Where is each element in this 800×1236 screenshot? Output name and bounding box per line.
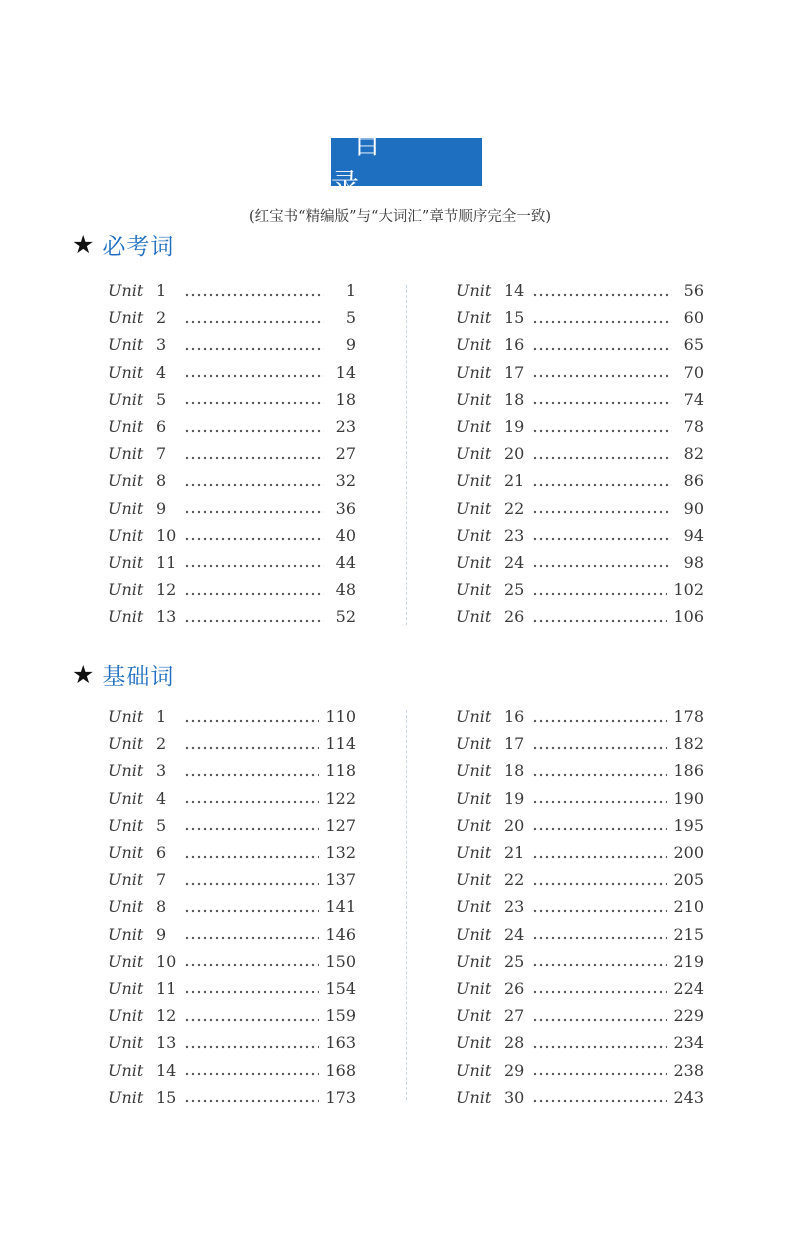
page-number: 90 — [683, 498, 704, 518]
unit-label: Unit — [108, 1087, 144, 1107]
unit-number: 26 — [504, 607, 525, 627]
unit-number: 20 — [504, 444, 525, 464]
unit-number: 13 — [156, 607, 177, 627]
dot-leader — [184, 926, 319, 942]
unit-label: Unit — [108, 1060, 144, 1080]
page-number: 44 — [335, 552, 356, 572]
toc-entry[interactable] — [456, 386, 704, 413]
section-heading-label: 基础词 — [102, 664, 175, 690]
unit-label: Unit — [108, 335, 144, 355]
dot-leader — [184, 364, 324, 380]
unit-number: 12 — [156, 580, 177, 600]
page-number: 36 — [335, 498, 356, 518]
dot-leader — [532, 980, 667, 996]
unit-number: 4 — [156, 788, 167, 808]
page-number: 154 — [325, 978, 356, 998]
unit-label: Unit — [456, 1087, 492, 1107]
toc-entry[interactable] — [456, 1029, 704, 1056]
toc-entry[interactable] — [108, 703, 356, 730]
dot-leader — [184, 1035, 319, 1051]
toc-entry[interactable] — [108, 386, 356, 413]
unit-number: 18 — [504, 389, 525, 409]
page-number: 18 — [335, 389, 356, 409]
unit-number: 6 — [156, 417, 167, 437]
dot-leader — [532, 845, 667, 861]
dot-leader — [532, 899, 667, 915]
page-number: 163 — [325, 1033, 356, 1053]
dot-leader — [532, 446, 672, 462]
unit-number: 2 — [156, 308, 167, 328]
toc-entry[interactable] — [108, 757, 356, 784]
page-number: 27 — [335, 444, 356, 464]
unit-label: Unit — [108, 1033, 144, 1053]
toc-entry[interactable] — [456, 757, 704, 784]
dot-leader — [184, 763, 319, 779]
dot-leader — [532, 310, 672, 326]
toc-entry[interactable] — [108, 467, 356, 494]
dot-leader — [532, 554, 672, 570]
unit-label: Unit — [456, 607, 492, 627]
toc-entry[interactable] — [456, 1084, 704, 1111]
toc-entry[interactable] — [108, 839, 356, 866]
page-number: 74 — [683, 389, 704, 409]
unit-label: Unit — [108, 580, 144, 600]
unit-label: Unit — [456, 1033, 492, 1053]
unit-label: Unit — [456, 308, 492, 328]
unit-label: Unit — [108, 815, 144, 835]
toc-entry[interactable] — [108, 921, 356, 948]
unit-label: Unit — [456, 843, 492, 863]
dot-leader — [184, 1089, 319, 1105]
page-number: 200 — [673, 843, 704, 863]
toc-entry[interactable] — [456, 1056, 704, 1083]
dot-leader — [184, 446, 324, 462]
toc-entry[interactable] — [108, 413, 356, 440]
unit-label: Unit — [108, 978, 144, 998]
page-number: 210 — [673, 897, 704, 917]
toc-entry[interactable] — [108, 576, 356, 603]
unit-label: Unit — [108, 734, 144, 754]
dot-leader — [184, 337, 324, 353]
page-number: 182 — [673, 734, 704, 754]
dot-leader — [532, 872, 667, 888]
dot-leader — [184, 1008, 319, 1024]
dot-leader — [184, 790, 319, 806]
unit-label: Unit — [108, 525, 144, 545]
unit-number: 29 — [504, 1060, 525, 1080]
dot-leader — [184, 899, 319, 915]
toc-entry[interactable] — [108, 785, 356, 812]
page-number: 127 — [325, 815, 356, 835]
dot-leader — [184, 283, 324, 299]
dot-leader — [532, 763, 667, 779]
page-number: 205 — [673, 870, 704, 890]
unit-label: Unit — [456, 335, 492, 355]
unit-number: 5 — [156, 815, 167, 835]
dot-leader — [532, 1089, 667, 1105]
unit-label: Unit — [108, 281, 144, 301]
unit-number: 2 — [156, 734, 167, 754]
unit-label: Unit — [108, 444, 144, 464]
page-number: 86 — [683, 471, 704, 491]
dot-leader — [532, 337, 672, 353]
unit-number: 16 — [504, 707, 525, 727]
unit-label: Unit — [456, 444, 492, 464]
unit-number: 12 — [156, 1006, 177, 1026]
dot-leader — [184, 845, 319, 861]
dot-leader — [532, 1035, 667, 1051]
unit-number: 7 — [156, 870, 167, 890]
dot-leader — [532, 790, 667, 806]
unit-label: Unit — [108, 498, 144, 518]
unit-number: 15 — [504, 308, 525, 328]
page-number: 168 — [325, 1060, 356, 1080]
dot-leader — [532, 953, 667, 969]
page-number: 9 — [345, 335, 356, 355]
page-number: 52 — [335, 607, 356, 627]
toc-entry[interactable] — [456, 730, 704, 757]
unit-number: 21 — [504, 471, 525, 491]
dot-leader — [184, 582, 324, 598]
page-number: 102 — [673, 580, 704, 600]
dot-leader — [532, 473, 672, 489]
toc-entry[interactable] — [456, 703, 704, 730]
page-number: 14 — [335, 362, 356, 382]
dot-leader — [532, 926, 667, 942]
unit-label: Unit — [108, 897, 144, 917]
page-number: 215 — [673, 924, 704, 944]
unit-label: Unit — [456, 389, 492, 409]
page-number: 186 — [673, 761, 704, 781]
page-number: 40 — [335, 525, 356, 545]
dot-leader — [184, 609, 324, 625]
unit-label: Unit — [108, 707, 144, 727]
unit-number: 5 — [156, 389, 167, 409]
unit-number: 15 — [156, 1087, 177, 1107]
page-number: 224 — [673, 978, 704, 998]
unit-number: 22 — [504, 498, 525, 518]
toc-entry[interactable] — [456, 576, 704, 603]
unit-label: Unit — [456, 761, 492, 781]
toc-entry[interactable] — [456, 839, 704, 866]
toc-entry[interactable] — [456, 948, 704, 975]
toc-entry[interactable] — [108, 812, 356, 839]
unit-number: 26 — [504, 978, 525, 998]
unit-number: 25 — [504, 951, 525, 971]
dot-leader — [532, 391, 672, 407]
unit-number: 30 — [504, 1087, 525, 1107]
page-number: 243 — [673, 1087, 704, 1107]
toc-entry[interactable] — [108, 1084, 356, 1111]
star-icon: ★ — [72, 230, 95, 259]
unit-number: 13 — [156, 1033, 177, 1053]
unit-number: 8 — [156, 897, 167, 917]
toc-entry[interactable] — [108, 948, 356, 975]
page-number: 229 — [673, 1006, 704, 1026]
toc-entry[interactable] — [108, 1029, 356, 1056]
toc-entry[interactable] — [456, 921, 704, 948]
unit-number: 28 — [504, 1033, 525, 1053]
unit-label: Unit — [456, 951, 492, 971]
unit-label: Unit — [456, 1006, 492, 1026]
toc-column-right — [456, 703, 704, 1111]
page-number: 98 — [683, 552, 704, 572]
toc-entry[interactable] — [108, 1002, 356, 1029]
toc-entry[interactable] — [456, 603, 704, 630]
unit-number: 10 — [156, 525, 177, 545]
section-heading-jichuci — [72, 658, 174, 691]
unit-label: Unit — [108, 924, 144, 944]
toc-entry[interactable] — [108, 359, 356, 386]
unit-number: 10 — [156, 951, 177, 971]
toc-entry[interactable] — [456, 359, 704, 386]
page-number: 137 — [325, 870, 356, 890]
unit-label: Unit — [456, 978, 492, 998]
dot-leader — [184, 500, 324, 516]
dot-leader — [184, 709, 319, 725]
column-divider — [406, 285, 407, 625]
page-number: 82 — [683, 444, 704, 464]
unit-number: 9 — [156, 498, 167, 518]
dot-leader — [184, 391, 324, 407]
unit-label: Unit — [108, 870, 144, 890]
page-number: 65 — [683, 335, 704, 355]
unit-number: 16 — [504, 335, 525, 355]
unit-label: Unit — [108, 951, 144, 971]
dot-leader — [184, 527, 324, 543]
page-title: 目 录 — [331, 138, 482, 186]
unit-number: 18 — [504, 761, 525, 781]
unit-number: 22 — [504, 870, 525, 890]
page-number: 132 — [325, 843, 356, 863]
page-number: 106 — [673, 607, 704, 627]
toc-entry[interactable] — [456, 812, 704, 839]
page-number: 1 — [345, 281, 356, 301]
dot-leader — [184, 473, 324, 489]
unit-label: Unit — [456, 417, 492, 437]
unit-label: Unit — [456, 788, 492, 808]
unit-label: Unit — [456, 707, 492, 727]
page-number: 150 — [325, 951, 356, 971]
dot-leader — [532, 582, 667, 598]
toc-entry[interactable] — [456, 522, 704, 549]
page-number: 94 — [683, 525, 704, 545]
dot-leader — [532, 736, 667, 752]
unit-number: 1 — [156, 707, 167, 727]
toc-entry[interactable] — [456, 549, 704, 576]
unit-number: 27 — [504, 1006, 525, 1026]
unit-number: 24 — [504, 552, 525, 572]
unit-label: Unit — [456, 525, 492, 545]
unit-label: Unit — [108, 389, 144, 409]
page-number: 122 — [325, 788, 356, 808]
unit-number: 3 — [156, 335, 167, 355]
dot-leader — [532, 1008, 667, 1024]
dot-leader — [532, 419, 672, 435]
unit-number: 9 — [156, 924, 167, 944]
unit-number: 7 — [156, 444, 167, 464]
toc-entry[interactable] — [456, 304, 704, 331]
dot-leader — [532, 364, 672, 380]
toc-entry[interactable] — [108, 730, 356, 757]
unit-label: Unit — [108, 552, 144, 572]
dot-leader — [532, 709, 667, 725]
toc-entry[interactable] — [456, 975, 704, 1002]
unit-label: Unit — [108, 308, 144, 328]
page-number: 56 — [683, 281, 704, 301]
toc-entry[interactable] — [456, 277, 704, 304]
page-number: 48 — [335, 580, 356, 600]
unit-label: Unit — [456, 1060, 492, 1080]
unit-number: 20 — [504, 815, 525, 835]
toc-entry[interactable] — [456, 440, 704, 467]
page-number: 238 — [673, 1060, 704, 1080]
unit-number: 17 — [504, 734, 525, 754]
toc-entry[interactable] — [108, 495, 356, 522]
unit-label: Unit — [456, 870, 492, 890]
toc-entry[interactable] — [108, 522, 356, 549]
page-number: 110 — [325, 707, 356, 727]
page-number: 146 — [325, 924, 356, 944]
unit-number: 23 — [504, 897, 525, 917]
page-number: 178 — [673, 707, 704, 727]
toc-entry[interactable] — [108, 549, 356, 576]
dot-leader — [532, 283, 672, 299]
unit-number: 17 — [504, 362, 525, 382]
unit-label: Unit — [108, 843, 144, 863]
page-number: 5 — [345, 308, 356, 328]
unit-label: Unit — [108, 788, 144, 808]
unit-number: 14 — [156, 1060, 177, 1080]
unit-label: Unit — [456, 552, 492, 572]
toc-entry[interactable] — [456, 893, 704, 920]
toc-entry[interactable] — [108, 440, 356, 467]
dot-leader — [532, 1062, 667, 1078]
star-icon: ★ — [72, 660, 95, 689]
unit-number: 11 — [156, 552, 177, 572]
unit-label: Unit — [108, 417, 144, 437]
toc-entry[interactable] — [108, 331, 356, 358]
unit-label: Unit — [108, 1006, 144, 1026]
toc-entry[interactable] — [456, 1002, 704, 1029]
column-divider — [406, 710, 407, 1100]
page-number: 173 — [325, 1087, 356, 1107]
page-number: 114 — [325, 734, 356, 754]
page-number: 32 — [335, 471, 356, 491]
unit-label: Unit — [108, 362, 144, 382]
unit-label: Unit — [456, 498, 492, 518]
unit-label: Unit — [456, 897, 492, 917]
dot-leader — [184, 1062, 319, 1078]
unit-number: 25 — [504, 580, 525, 600]
page-number: 141 — [325, 897, 356, 917]
page-number: 219 — [673, 951, 704, 971]
dot-leader — [184, 817, 319, 833]
toc-entry[interactable] — [456, 785, 704, 812]
page-subtitle: (红宝书“精编版”与“大词汇”章节顺序完全一致) — [249, 209, 551, 225]
toc-entry[interactable] — [456, 331, 704, 358]
unit-label: Unit — [108, 471, 144, 491]
unit-number: 1 — [156, 281, 167, 301]
toc-column-right — [456, 277, 704, 630]
unit-number: 14 — [504, 281, 525, 301]
unit-number: 3 — [156, 761, 167, 781]
dot-leader — [532, 817, 667, 833]
toc-entry[interactable] — [108, 975, 356, 1002]
unit-label: Unit — [456, 924, 492, 944]
unit-number: 23 — [504, 525, 525, 545]
unit-label: Unit — [456, 734, 492, 754]
toc-entry[interactable] — [108, 603, 356, 630]
dot-leader — [184, 872, 319, 888]
toc-entry[interactable] — [108, 277, 356, 304]
page-number: 78 — [683, 417, 704, 437]
dot-leader — [184, 736, 319, 752]
toc-entry[interactable] — [108, 866, 356, 893]
page-number: 23 — [335, 417, 356, 437]
dot-leader — [184, 953, 319, 969]
dot-leader — [184, 554, 324, 570]
unit-number: 4 — [156, 362, 167, 382]
page-number: 70 — [683, 362, 704, 382]
toc-entry[interactable] — [108, 304, 356, 331]
page-number: 159 — [325, 1006, 356, 1026]
unit-label: Unit — [456, 580, 492, 600]
toc-entry[interactable] — [456, 467, 704, 494]
section-heading-bikaoci — [72, 228, 174, 261]
unit-label: Unit — [456, 281, 492, 301]
section-heading-label: 必考词 — [102, 234, 175, 260]
page-number: 234 — [673, 1033, 704, 1053]
toc-column-left — [108, 277, 356, 630]
dot-leader — [184, 310, 324, 326]
dot-leader — [532, 609, 667, 625]
unit-label: Unit — [108, 607, 144, 627]
unit-number: 8 — [156, 471, 167, 491]
unit-label: Unit — [108, 761, 144, 781]
unit-number: 21 — [504, 843, 525, 863]
page-number: 60 — [683, 308, 704, 328]
page-number: 118 — [325, 761, 356, 781]
toc-entry[interactable] — [108, 893, 356, 920]
dot-leader — [184, 419, 324, 435]
unit-number: 11 — [156, 978, 177, 998]
dot-leader — [184, 980, 319, 996]
unit-number: 6 — [156, 843, 167, 863]
toc-entry[interactable] — [456, 413, 704, 440]
unit-number: 19 — [504, 417, 525, 437]
page-number: 190 — [673, 788, 704, 808]
dot-leader — [532, 500, 672, 516]
unit-label: Unit — [456, 471, 492, 491]
toc-entry[interactable] — [456, 495, 704, 522]
unit-label: Unit — [456, 362, 492, 382]
toc-column-left — [108, 703, 356, 1111]
unit-number: 24 — [504, 924, 525, 944]
toc-entry[interactable] — [108, 1056, 356, 1083]
unit-label: Unit — [456, 815, 492, 835]
dot-leader — [532, 527, 672, 543]
page-number: 195 — [673, 815, 704, 835]
toc-entry[interactable] — [456, 866, 704, 893]
unit-number: 19 — [504, 788, 525, 808]
